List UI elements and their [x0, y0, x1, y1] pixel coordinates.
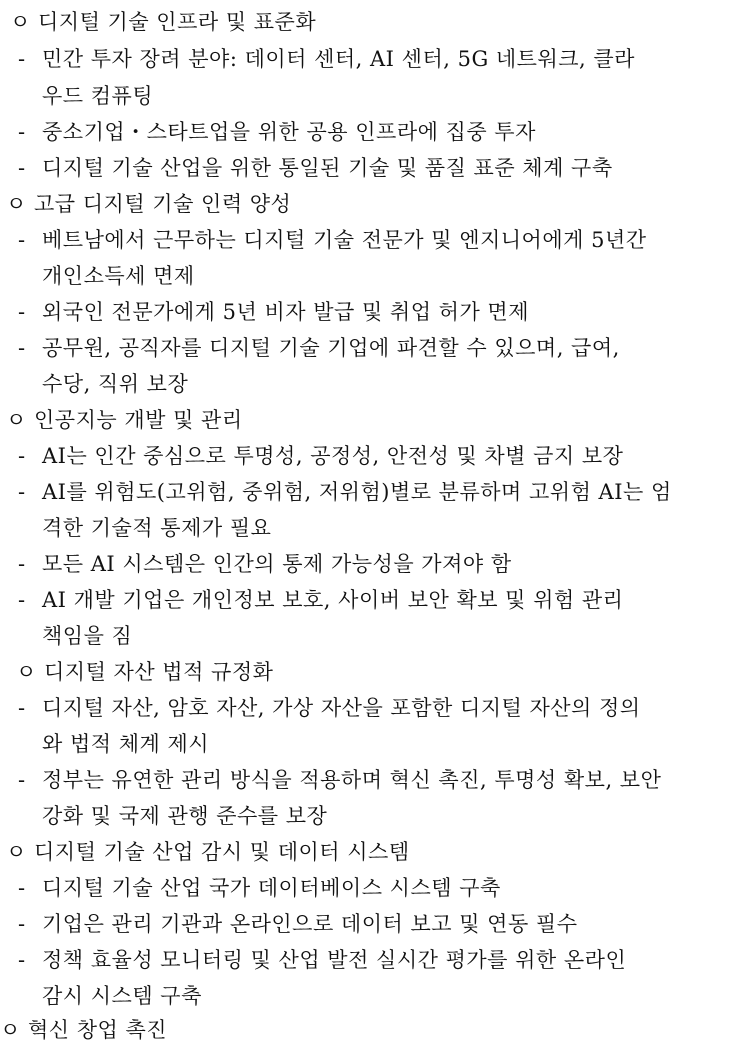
item-text: 디지털 기술 산업 국가 데이터베이스 시스템 구축: [42, 876, 501, 900]
circle-bullet-icon: ㅇ: [16, 660, 37, 684]
circle-bullet-icon: ㅇ: [6, 840, 27, 864]
list-item: [18, 582, 623, 618]
list-item: [18, 294, 529, 330]
item-continuation: 격한 기술적 통제가 필요: [42, 516, 272, 540]
section-heading: [10, 4, 316, 40]
heading-text: 혁신 창업 촉진: [28, 1018, 168, 1042]
item-text: 정부는 유연한 관리 방식을 적용하며 혁신 촉진, 투명성 확보, 보안: [42, 768, 662, 792]
dash-bullet-icon: -: [18, 948, 26, 972]
item-continuation: 수당, 직위 보장: [42, 372, 189, 396]
circle-bullet-icon: ㅇ: [10, 10, 31, 34]
heading-text: 디지털 자산 법적 규정화: [44, 660, 274, 684]
list-item: [18, 438, 623, 474]
dash-bullet-icon: -: [18, 444, 26, 468]
heading-text: 고급 디지털 기술 인력 양성: [34, 192, 292, 216]
section-heading: [16, 654, 273, 690]
item-continuation: 강화 및 국제 관행 준수를 보장: [42, 804, 328, 828]
dash-bullet-icon: -: [18, 47, 26, 71]
dash-bullet-icon: -: [18, 120, 26, 144]
list-item: [18, 546, 512, 582]
dash-bullet-icon: -: [18, 228, 26, 252]
section-heading: [6, 402, 243, 438]
dash-bullet-icon: -: [18, 552, 26, 576]
circle-bullet-icon: ㅇ: [6, 192, 27, 216]
list-item: [18, 942, 626, 978]
item-text: 모든 AI 시스템은 인간의 통제 가능성을 가져야 함: [42, 552, 512, 576]
dash-bullet-icon: -: [18, 912, 26, 936]
item-text: 중소기업・스타트업을 위한 공용 인프라에 집중 투자: [42, 120, 536, 144]
dash-bullet-icon: -: [18, 876, 26, 900]
dash-bullet-icon: -: [18, 300, 26, 324]
heading-text: 디지털 기술 산업 감시 및 데이터 시스템: [34, 840, 410, 864]
list-item: [18, 41, 635, 77]
item-text: AI는 인간 중심으로 투명성, 공정성, 안전성 및 차별 금지 보장: [42, 444, 624, 468]
list-item: [18, 906, 577, 942]
item-text: 디지털 자산, 암호 자산, 가상 자산을 포함한 디지털 자산의 정의: [42, 696, 641, 720]
section-heading: [0, 1012, 167, 1048]
section-heading: [6, 834, 410, 870]
list-item: [18, 690, 641, 726]
section-heading: [6, 186, 291, 222]
list-item: [18, 762, 661, 798]
item-text: 민간 투자 장려 분야: 데이터 센터, AI 센터, 5G 네트워크, 클라: [42, 47, 635, 71]
circle-bullet-icon: ㅇ: [6, 408, 27, 432]
dash-bullet-icon: -: [18, 588, 26, 612]
dash-bullet-icon: -: [18, 696, 26, 720]
dash-bullet-icon: -: [18, 768, 26, 792]
item-text: 베트남에서 근무하는 디지털 기술 전문가 및 엔지니어에게 5년간: [42, 228, 647, 252]
list-item: [18, 474, 672, 510]
item-continuation: 감시 시스템 구축: [42, 984, 202, 1008]
list-item: [18, 330, 620, 366]
list-item: [18, 150, 613, 186]
item-continuation: 우드 컴퓨팅: [42, 84, 154, 108]
circle-bullet-icon: ㅇ: [0, 1018, 21, 1042]
dash-bullet-icon: -: [18, 480, 26, 504]
item-text: 디지털 기술 산업을 위한 통일된 기술 및 품질 표준 체계 구축: [42, 156, 613, 180]
item-text: 기업은 관리 기관과 온라인으로 데이터 보고 및 연동 필수: [42, 912, 578, 936]
item-text: 공무원, 공직자를 디지털 기술 기업에 파견할 수 있으며, 급여,: [42, 336, 620, 360]
heading-text: 디지털 기술 인프라 및 표준화: [38, 10, 317, 34]
item-continuation: 책임을 짐: [42, 624, 133, 648]
dash-bullet-icon: -: [18, 156, 26, 180]
list-item: [18, 222, 647, 258]
item-continuation: 와 법적 체계 제시: [42, 732, 210, 756]
list-item: [18, 870, 501, 906]
item-text: AI를 위험도(고위험, 중위험, 저위험)별로 분류하며 고위험 AI는 엄: [42, 480, 672, 504]
item-text: 외국인 전문가에게 5년 비자 발급 및 취업 허가 면제: [42, 300, 529, 324]
item-text: AI 개발 기업은 개인정보 보호, 사이버 보안 확보 및 위험 관리: [42, 588, 624, 612]
item-text: 정책 효율성 모니터링 및 산업 발전 실시간 평가를 위한 온라인: [42, 948, 627, 972]
dash-bullet-icon: -: [18, 336, 26, 360]
item-continuation: 개인소득세 면제: [42, 264, 195, 288]
list-item: [18, 114, 536, 150]
heading-text: 인공지능 개발 및 관리: [34, 408, 243, 432]
